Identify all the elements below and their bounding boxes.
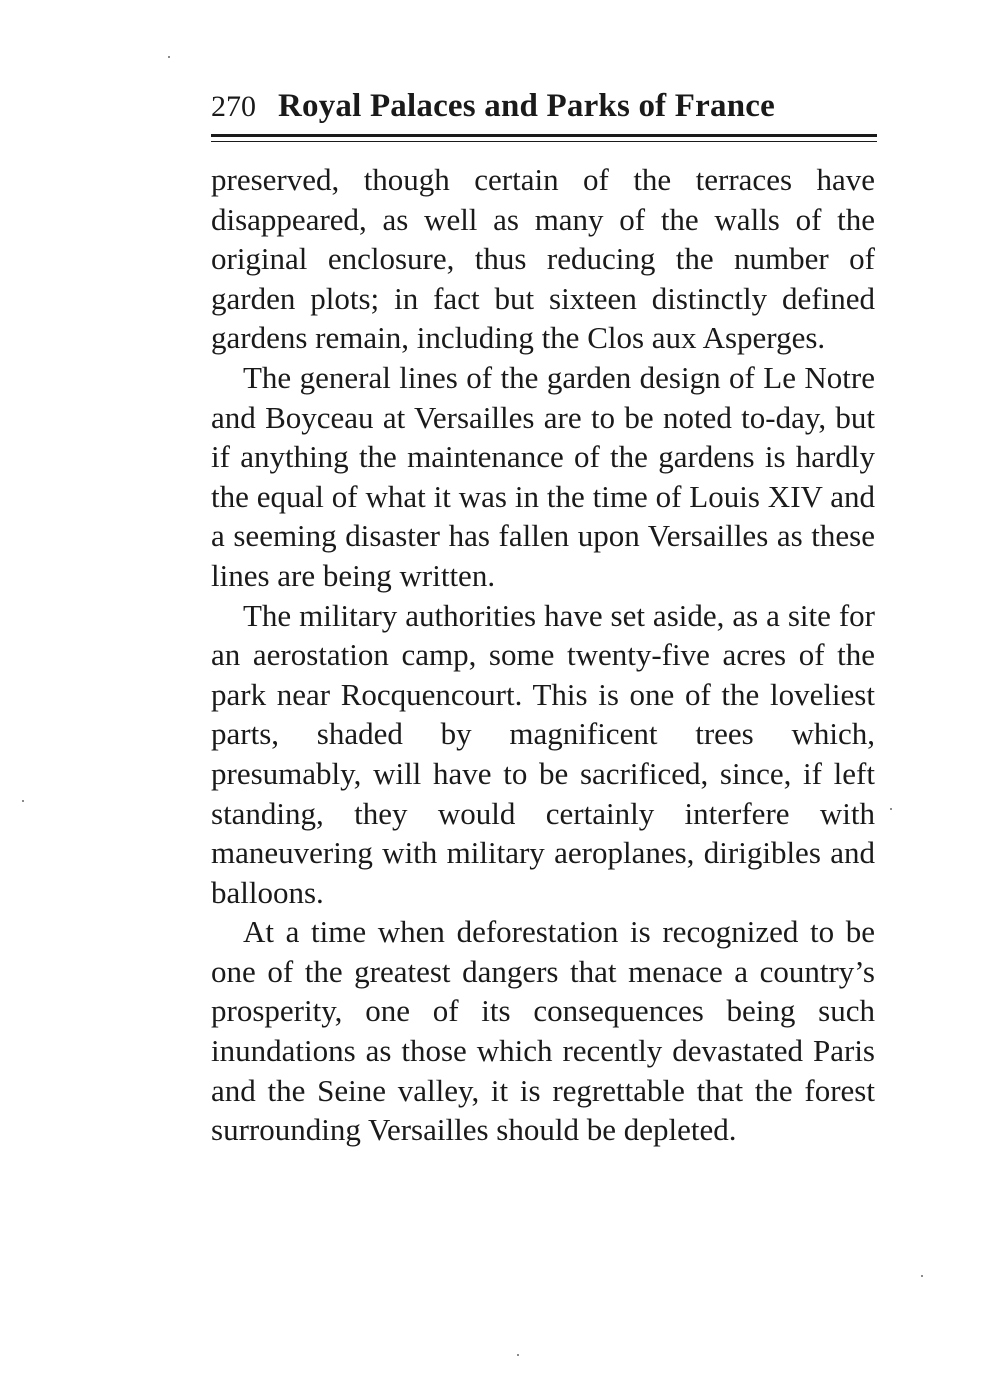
paragraph: The military authorities have set aside, as a site for an aerostation camp, some twenty-five acres of the park near Rocquencourt. This is one of the loveliest parts, shaded by magnificent trees which, presumably, will have to be sacrificed, since, if left standing, they would certainly interfere with maneuvering with military aeroplanes, dirigibles and balloons.	[211, 597, 875, 910]
paragraph-continued: preserved, though certain of the terraces have disappeared, as well as many of the walls of the original enclosure, thus reducing the number of garden plots; in fact but sixteen distinctly defined gardens remain, including the Clos aux Asperges.	[211, 162, 875, 356]
book-page	[211, 88, 875, 1148]
scan-speck	[890, 808, 892, 810]
scan-speck	[168, 56, 170, 58]
header-rule-thin	[211, 141, 877, 142]
running-head	[211, 88, 875, 130]
scan-speck	[22, 800, 24, 802]
body-text	[211, 160, 875, 1150]
scan-speck	[517, 1354, 519, 1356]
running-title: Royal Palaces and Parks of France	[278, 88, 775, 124]
paragraph: The general lines of the garden design of Le Notre and Boyceau at Versailles are to be noted to-day, but if anything the maintenance of the gardens is hardly the equal of what it was in the time of Louis XIV and a seeming disaster has fallen upon Versailles as these lines are being written.	[211, 359, 875, 593]
header-rule-thick	[211, 134, 877, 137]
scan-speck	[921, 1275, 923, 1277]
page-number: 270	[211, 90, 256, 123]
paragraph: At a time when deforestation is recognized to be one of the greatest dangers that menace a country’s prosperity, one of its consequences being such inundations as those which recently devastated Paris and the Seine valley, it is regrettable that the forest surrounding Versailles should be depleted.	[211, 914, 875, 1148]
